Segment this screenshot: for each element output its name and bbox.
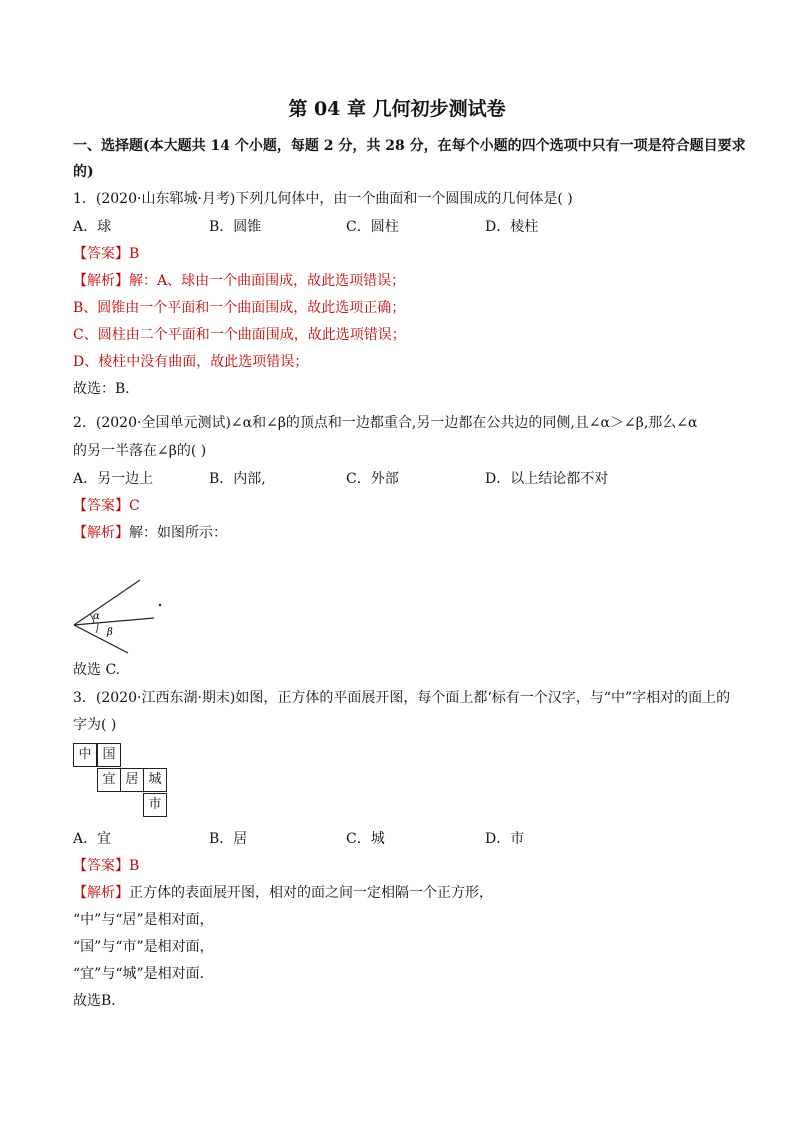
q3-analysis bbox=[73, 884, 493, 902]
q2-option-c: C．外部 bbox=[346, 471, 399, 487]
q3-conclusion: 故选B． bbox=[73, 993, 126, 1009]
q2-stem-line1: 2．(2020·全国单元测试)∠α和∠β的顶点和一边都重合,另一边都在公共边的同侧,且∠α＞∠β,那么∠α bbox=[73, 415, 698, 431]
analysis-tag: 【解析】 bbox=[73, 273, 129, 289]
dot-mark bbox=[159, 604, 161, 606]
q1-analysis-line: D、棱柱中没有曲面，故此选项错误； bbox=[73, 354, 309, 370]
net-cell: 宜 bbox=[97, 768, 121, 792]
q2-analysis bbox=[73, 524, 227, 542]
angle-figure bbox=[70, 578, 170, 656]
page-title: 第 04 章 几何初步测试卷 bbox=[288, 98, 506, 120]
q1-analysis-line: B、圆锥由一个平面和一个曲面围成，故此选项正确； bbox=[73, 300, 406, 316]
q1-option-a: A．球 bbox=[73, 219, 112, 235]
answer-tag: 【答案】 bbox=[73, 858, 129, 874]
alpha-label: α bbox=[93, 611, 100, 622]
answer-tag: 【答案】 bbox=[73, 246, 129, 262]
angle-ray-upper bbox=[74, 580, 140, 625]
q2-option-d: D．以上结论都不对 bbox=[485, 471, 609, 487]
q1-analysis-line: 解：A、球由一个曲面围成，故此选项错误； bbox=[129, 273, 406, 289]
net-cell: 国 bbox=[97, 743, 121, 767]
q3-stem-line2: 字为( ) bbox=[73, 717, 117, 733]
q2-stem-line2: 的另一半落在∠β的( ) bbox=[73, 443, 207, 459]
q3-analysis-line: “中”与“居”是相对面， bbox=[73, 912, 214, 928]
angle-ray-middle bbox=[74, 618, 154, 625]
q3-answer-value: B bbox=[129, 858, 140, 874]
q3-analysis-text: 正方体的表面展开图，相对的面之间一定相隔一个正方形， bbox=[129, 885, 493, 901]
q1-conclusion: 故选：B． bbox=[73, 381, 140, 397]
net-cell: 居 bbox=[120, 768, 144, 792]
q3-stem-line1: 3．(2020·江西东湖·期末)如图，正方体的平面展开图，每个面上都‘标有一个汉字，与“中”字相对的面上的 bbox=[73, 690, 731, 706]
q3-option-d: D．市 bbox=[485, 831, 525, 847]
analysis-tag: 【解析】 bbox=[73, 525, 129, 541]
q3-answer bbox=[73, 857, 139, 875]
q1-answer-value: B bbox=[129, 246, 140, 262]
q1-answer bbox=[73, 245, 139, 263]
q1-option-b: B．圆锥 bbox=[209, 219, 262, 235]
q1-option-c: C．圆柱 bbox=[346, 219, 399, 235]
analysis-tag: 【解析】 bbox=[73, 885, 129, 901]
q1-stem: 1．(2020·山东郓城·月考)下列几何体中，由一个曲面和一个圆围成的几何体是( ) bbox=[73, 191, 573, 207]
q2-option-b: B．内部, bbox=[209, 471, 266, 487]
q2-answer-value: C bbox=[129, 498, 140, 514]
q2-answer bbox=[73, 497, 140, 515]
q2-analysis-text: 解：如图所示： bbox=[129, 525, 227, 541]
beta-label: β bbox=[107, 627, 113, 638]
q3-option-c: C．城 bbox=[346, 831, 385, 847]
q2-option-a: A．另一边上 bbox=[73, 471, 154, 487]
q3-analysis-line: “宜”与“城”是相对面． bbox=[73, 966, 214, 982]
net-cell: 市 bbox=[143, 793, 167, 817]
answer-tag: 【答案】 bbox=[73, 498, 129, 514]
section-heading-cont: 的) bbox=[73, 164, 94, 180]
q3-option-b: B．居 bbox=[209, 831, 248, 847]
section-heading: 一、选择题(本大题共 14 个小题，每题 2 分，共 28 分，在每个小题的四个选项中只有一项是符合题目要求 bbox=[73, 138, 746, 154]
beta-arc bbox=[96, 623, 98, 633]
q2-conclusion: 故选 C. bbox=[73, 662, 121, 678]
net-cell: 城 bbox=[143, 768, 167, 792]
angle-ray-lower bbox=[74, 625, 128, 653]
cube-net bbox=[73, 743, 169, 819]
q1-option-d: D．棱柱 bbox=[485, 219, 539, 235]
net-cell: 中 bbox=[73, 743, 97, 767]
q1-analysis bbox=[73, 272, 405, 290]
q3-option-a: A．宜 bbox=[73, 831, 112, 847]
q1-analysis-line: C、圆柱由二个平面和一个曲面围成，故此选项错误； bbox=[73, 327, 406, 343]
q3-analysis-line: “国”与“市”是相对面， bbox=[73, 939, 214, 955]
